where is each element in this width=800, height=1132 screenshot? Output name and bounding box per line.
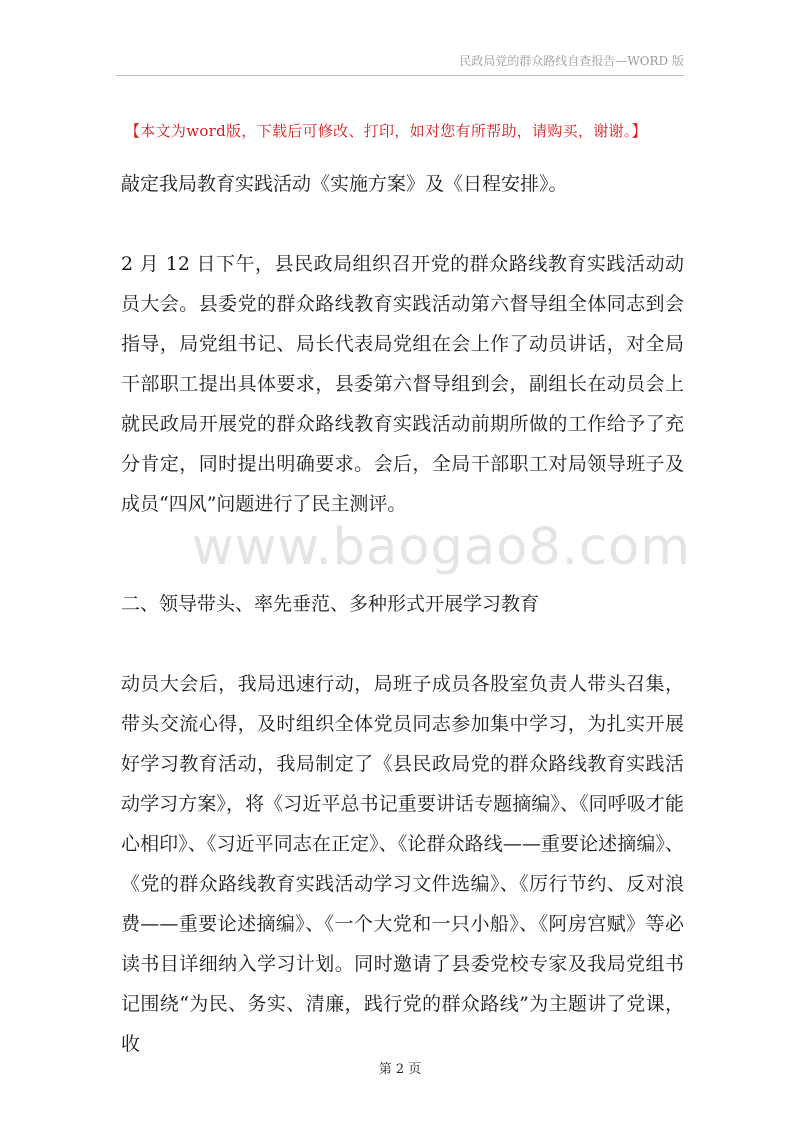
section-heading: 二、领导带头、率先垂范、多种形式开展学习教育 — [121, 593, 540, 615]
header-divider — [116, 75, 684, 76]
document-title-header: 民政局党的群众路线自查报告—WORD 版 — [459, 54, 684, 68]
page-number: 第 2 页 — [378, 1062, 422, 1077]
paragraph-1: 敲定我局教育实践活动《实施方案》及《日程安排》。 — [121, 173, 568, 195]
paragraph-2: 2 月 12 日下午，县民政局组织召开党的群众路线教育实践活动动员大会。县委党的群众路线教育实践活动第六督导组全体同志到会指导，局党组书记、局长代表局党组在会上作了动员讲话，对全局干部职工提出具体要求，县委第六督导组到会，副组长在动员会上就民政局开展党的群众路线教育实践活动前期所做的工作给予了充分肯定，同时提出明确要求。会后，全局干部职工对局领导班子及成员“四风”问题进行了民主测评。 — [121, 253, 684, 515]
watermark: www.baogao8.com — [192, 518, 691, 577]
paragraph-3: 动员大会后，我局迅速行动，局班子成员各股室负责人带头召集，带头交流心得，及时组织全体党员同志参加集中学习，为扎实开展好学习教育活动，我局制定了《县民政局党的群众路线教育实践活动学习方案》，将《习近平总书记重要讲话专题摘编》、《同呼吸才能心相印》、《习近平同志在正定》、《论群众路线——重要论述摘编》、《党的群众路线教育实践活动学习文件选编》、《厉行节约、反对浪费——重要论述摘编》、《一个大党和一只小船》、《阿房宫赋》等必读书目详细纳入学习计划。同时邀请了县委党校专家及我局党组书记围绕“为民、务实、清廉，践行党的群众路线”为主题讲了党课，收 — [121, 673, 684, 1055]
purchase-notice: 【本文为word版，下载后可修改、打印，如对您有所帮助，请购买，谢谢。】 — [125, 122, 647, 140]
